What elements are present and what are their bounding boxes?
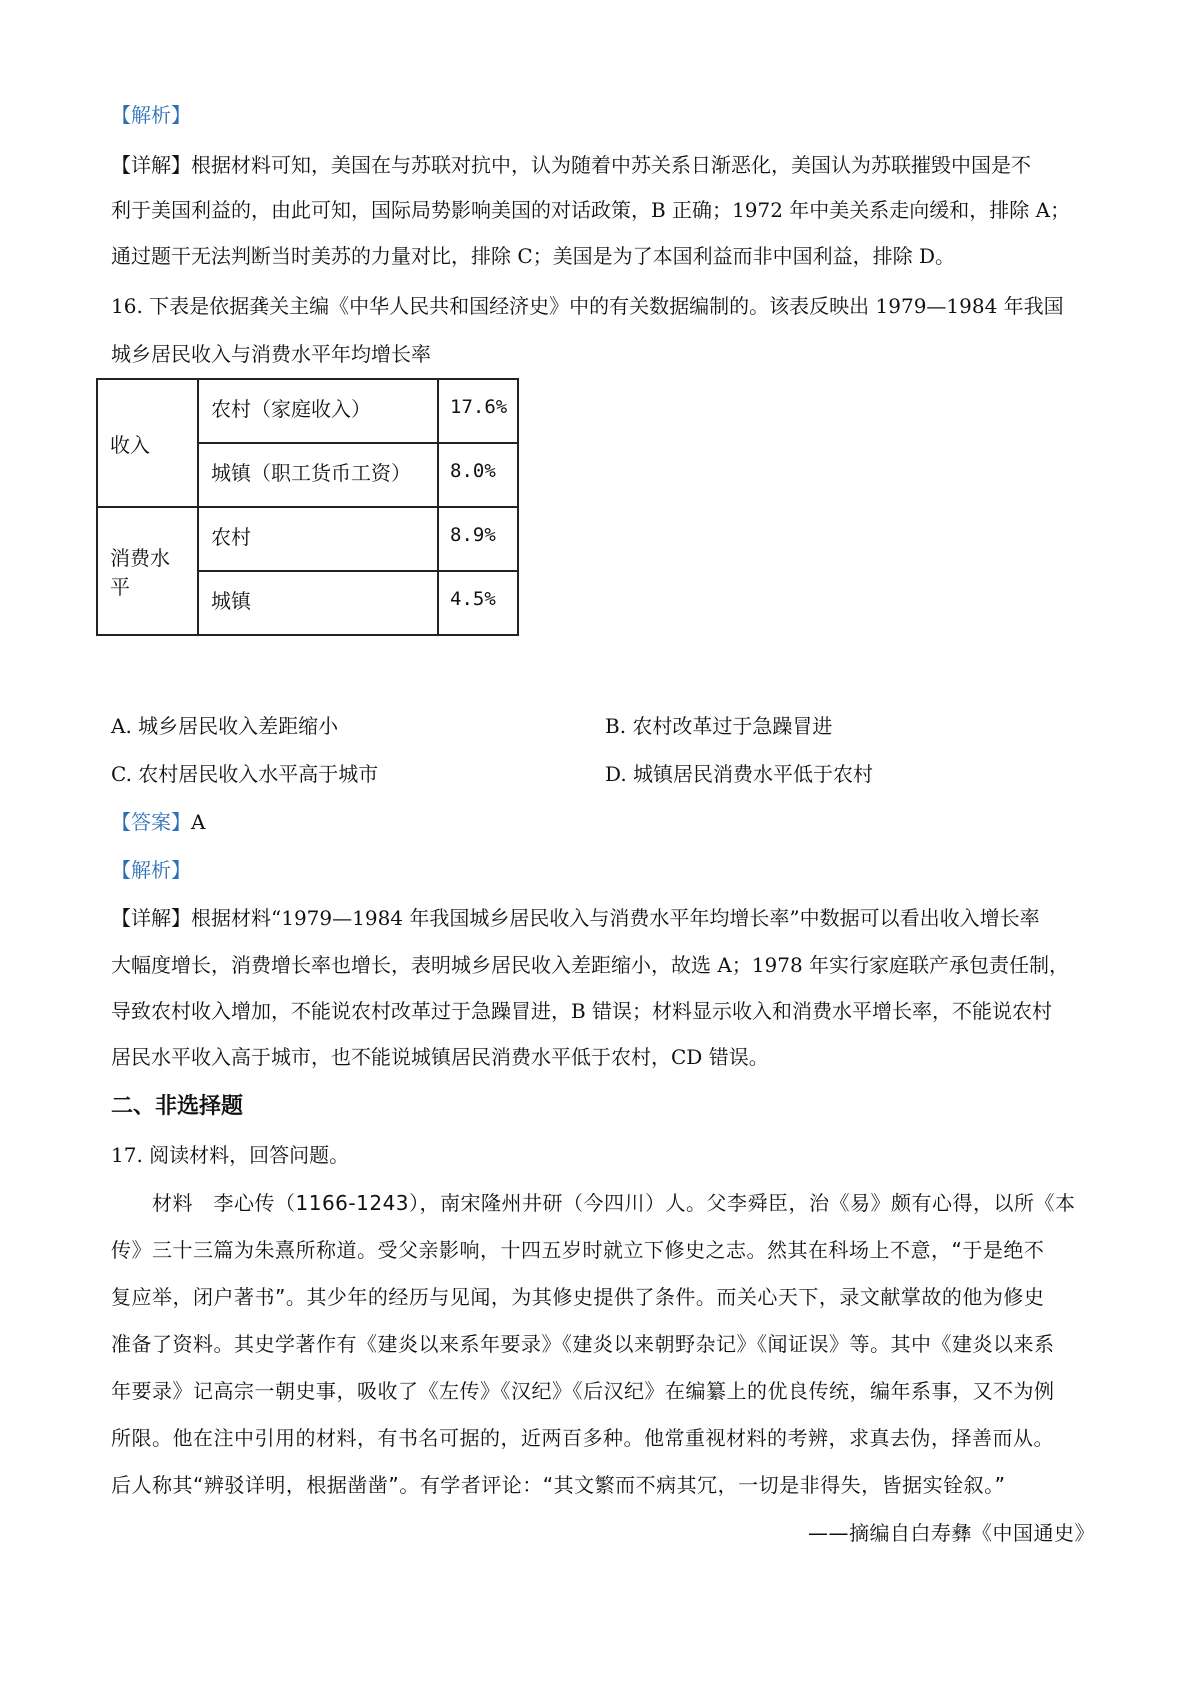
detail-line: 导致农村收入增加，不能说农村改革过于急躁冒进，B 错误；材料显示收入和消费水平增长率，不能说农村 [111, 999, 1053, 1023]
material-line: 材料 李心传（1166-1243），南宋隆州井研（今四川）人。父李舜臣，治《易》颇有心得，以所《本 [111, 1191, 1076, 1215]
detail-line: 大幅度增长，消费增长率也增长，表明城乡居民收入差距缩小，故选 A；1978 年实行家庭联产承包责任制， [111, 953, 1070, 977]
section-heading: 二、非选择题 [111, 1093, 244, 1119]
option-a: A. 城乡居民收入差距缩小 [111, 714, 339, 738]
table-value-cell: 17.6% [438, 379, 518, 443]
option-c: C. 农村居民收入水平高于城市 [111, 762, 379, 786]
detail-line: 【详解】根据材料“1979—1984 年我国城乡居民收入与消费水平年均增长率”中数据可以看出收入增长率 [111, 906, 1040, 930]
analysis-tag: 【解析】 [111, 103, 191, 127]
material-line: 复应举，闭户著书”。其少年的经历与见闻，为其修史提供了条件。而关心天下，录文献掌故的他为修史 [111, 1285, 1045, 1309]
question-stem: 城乡居民收入与消费水平年均增长率 [111, 342, 431, 366]
material-line: 准备了资料。其史学著作有《建炎以来系年要录》《建炎以来朝野杂记》《闻证误》等。其中《建炎以来系 [111, 1332, 1055, 1356]
table-value-cell: 8.0% [438, 443, 518, 507]
option-d: D. 城镇居民消费水平低于农村 [605, 762, 874, 786]
material-line: 所限。他在注中引用的材料，有书名可据的，近两百多种。他常重视材料的考辨，求真去伪，择善而从。 [111, 1426, 1054, 1450]
table-category-cell: 消费水平 [97, 507, 198, 635]
option-b: B. 农村改革过于急躁冒进 [605, 714, 833, 738]
question-stem: 16. 下表是依据龚关主编《中华人民共和国经济史》中的有关数据编制的。该表反映出 1979—1984 年我国 [111, 294, 1064, 318]
data-table [96, 378, 519, 636]
material-line: 传》三十三篇为朱熹所称道。受父亲影响，十四五岁时就立下修史之志。然其在科场上不意，“于是绝不 [111, 1238, 1045, 1262]
table-item-cell: 农村 [198, 507, 438, 571]
source-citation: ——摘编自白寿彝《中国通史》 [808, 1521, 1095, 1545]
table-item-cell: 农村（家庭收入） [198, 379, 438, 443]
table-item-cell: 城镇（职工货币工资） [198, 443, 438, 507]
table-value-cell: 4.5% [438, 571, 518, 635]
table-category-cell: 收入 [97, 379, 198, 507]
detail-line: 居民水平收入高于城市，也不能说城镇居民消费水平低于农村，CD 错误。 [111, 1045, 769, 1069]
answer-line [111, 808, 205, 836]
material-line: 后人称其“辨驳详明，根据凿凿”。有学者评论：“其文繁而不病其冗，一切是非得失，皆据实铨叙。” [111, 1473, 1006, 1497]
table-item-cell: 城镇 [198, 571, 438, 635]
table-row [97, 379, 518, 443]
analysis-tag: 【解析】 [111, 858, 191, 882]
table-row [97, 507, 518, 571]
answer-value: A [191, 810, 206, 834]
detail-line: 【详解】根据材料可知，美国在与苏联对抗中，认为随着中苏关系日渐恶化，美国认为苏联摧毁中国是不 [111, 153, 1031, 177]
answer-tag: 【答案】 [111, 810, 191, 834]
detail-line: 通过题干无法判断当时美苏的力量对比，排除 C；美国是为了本国利益而非中国利益，排除 D。 [111, 244, 956, 268]
question-stem: 17. 阅读材料，回答问题。 [111, 1143, 350, 1167]
material-line: 年要录》记高宗一朝史事，吸收了《左传》《汉纪》《后汉纪》在编纂上的优良传统，编年系事，又不为例 [111, 1379, 1055, 1403]
detail-line: 利于美国利益的，由此可知，国际局势影响美国的对话政策，B 正确；1972 年中美关系走向缓和，排除 A； [111, 198, 1071, 222]
table-value-cell: 8.9% [438, 507, 518, 571]
